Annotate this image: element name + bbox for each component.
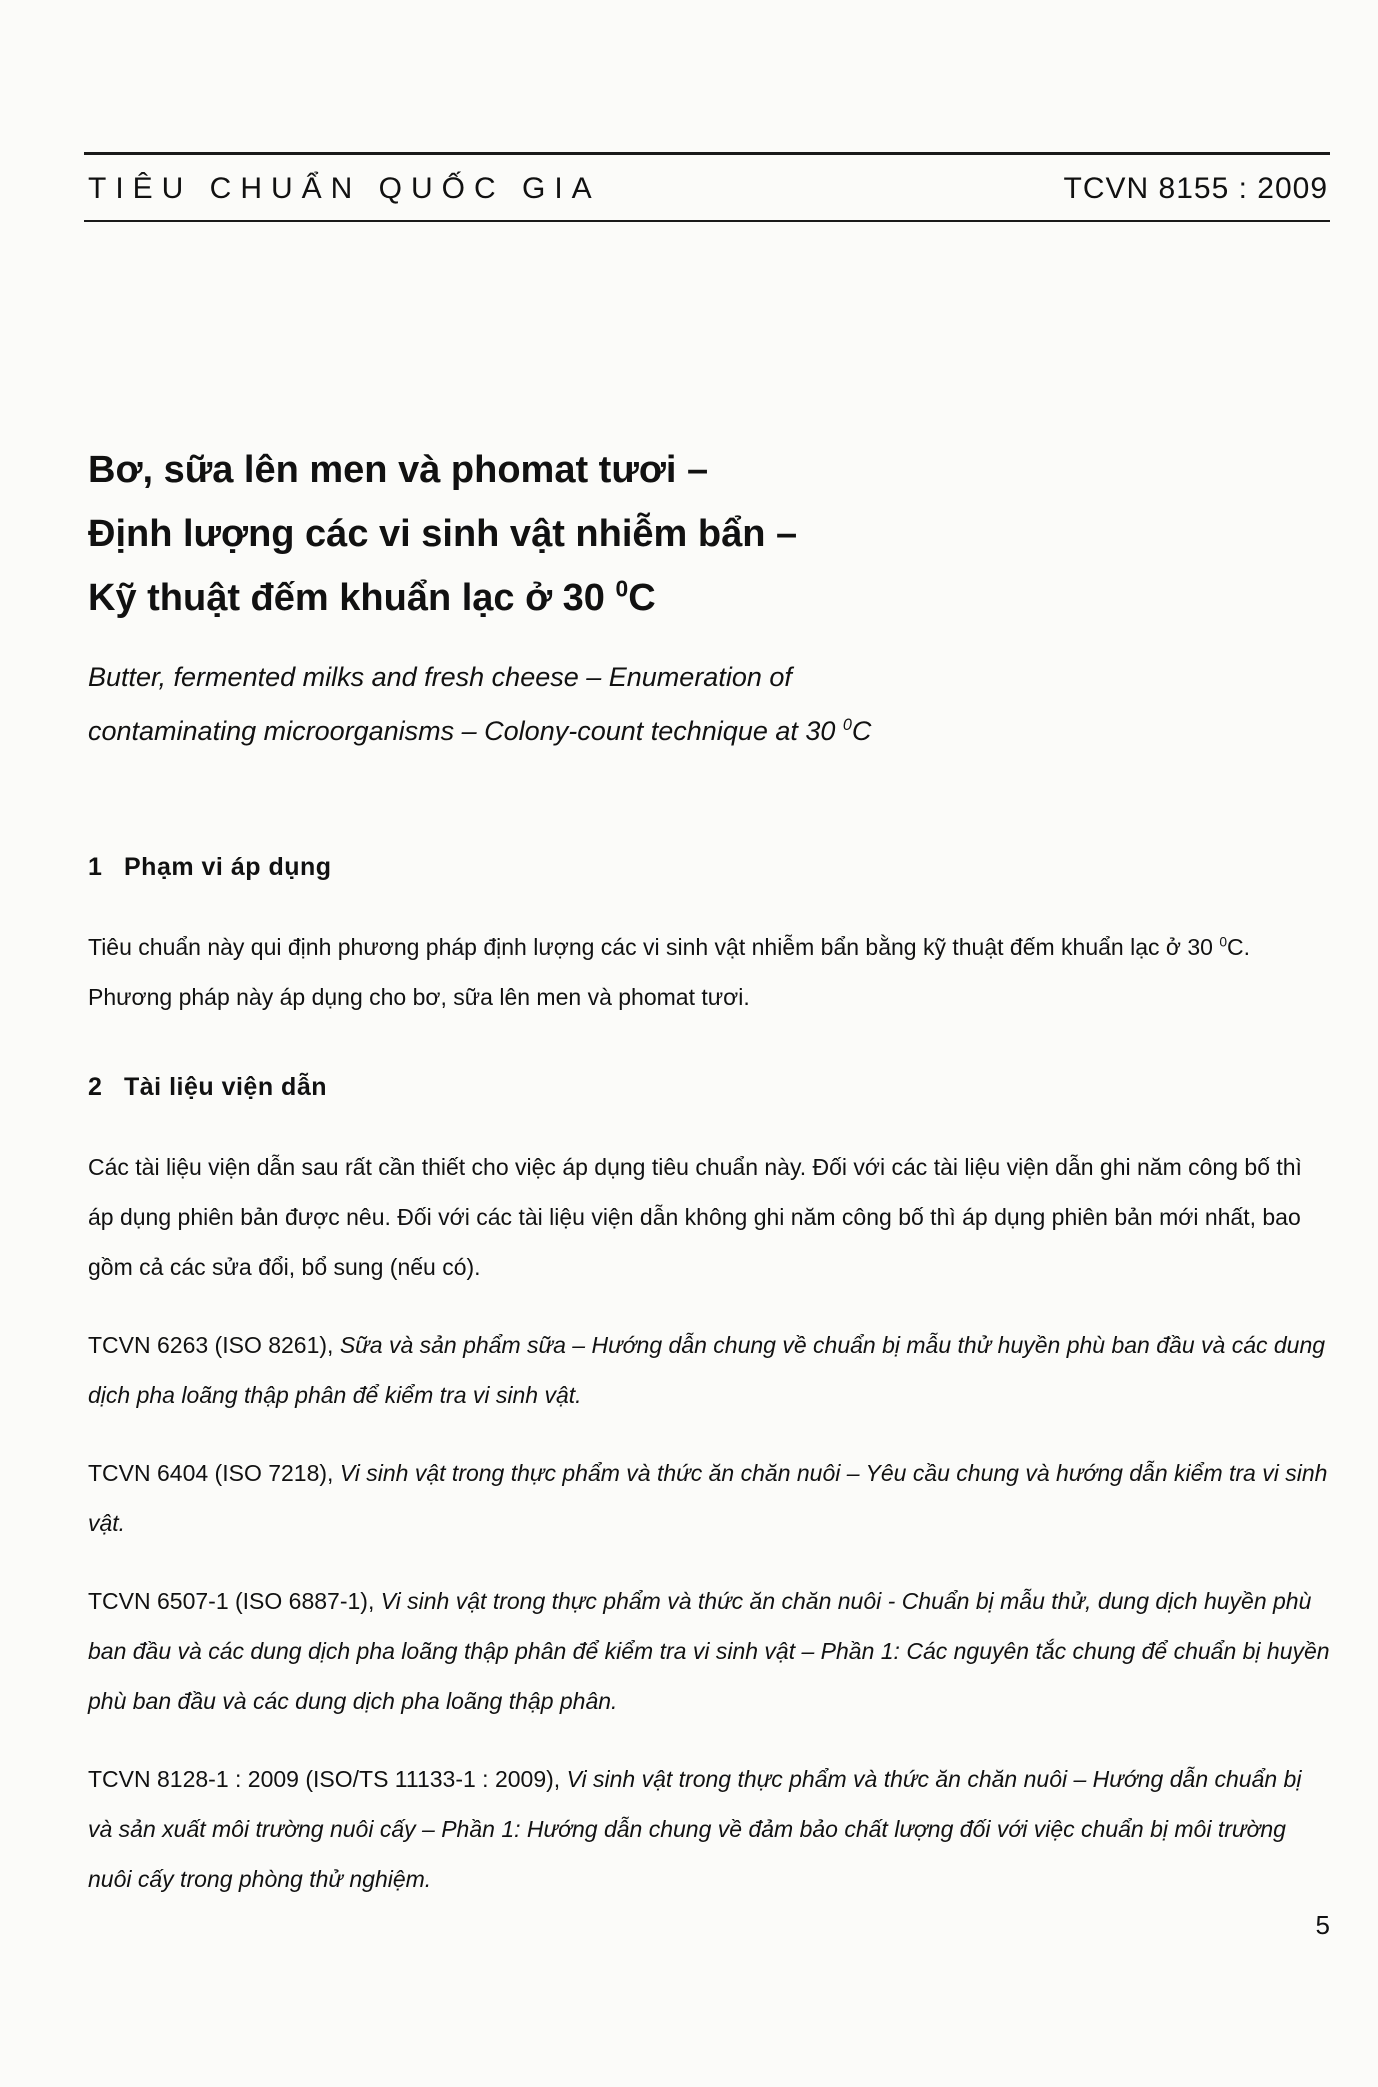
document-body (88, 842, 1332, 1932)
section-2-intro: Các tài liệu viện dẫn sau rất cần thiết cho việc áp dụng tiêu chuẩn này. Đối với các tài liệu viện dẫn ghi năm công bố thì áp dụng phiên bản được nêu. Đối với các tài liệu viện dẫn không ghi năm công bố thì áp dụng phiên bản mới nhất, bao gồm cả các sửa đổi, bổ sung (nếu có). (88, 1154, 1302, 1280)
reference-item: TCVN 6263 (ISO 8261), Sữa và sản phẩm sữa – Hướng dẫn chung về chuẩn bị mẫu thử huyền phù ban đầu và các dung dịch pha loãng thập phân để kiểm tra vi sinh vật. (88, 1332, 1326, 1408)
section-2-heading: 2 Tài liệu viện dẫn (88, 1073, 327, 1101)
title-line-3: Kỹ thuật đếm khuẩn lạc ở 30 $^0$C (88, 575, 656, 619)
reference-item: TCVN 6507-1 (ISO 6887-1), Vi sinh vật trong thực phẩm và thức ăn chăn nuôi - Chuẩn bị mẫu thử, dung dịch huyền phù ban đầu và các dung dịch pha loãng thập phân để kiểm tra vi sinh vật – Phần 1: Các nguyên tắc chung để chuẩn bị huyền phù ban đầu và các dung dịch pha loãng thập phân. (88, 1588, 1330, 1714)
header-bottom-rule (84, 220, 1330, 222)
page-number: 5 (1315, 1910, 1330, 1940)
section-1-heading: 1 Phạm vi áp dụng (88, 853, 332, 881)
document-title (88, 440, 1328, 632)
subtitle-line-2: contaminating microorganisms – Colony-count technique at 30 $^0$C (88, 716, 872, 746)
english-title (88, 650, 1328, 758)
subtitle-line-1: Butter, fermented milks and fresh cheese – Enumeration of (88, 662, 792, 692)
header-top-rule (84, 152, 1330, 155)
header-standard-label: TIÊU CHUẨN QUỐC GIA (88, 172, 601, 205)
section-1-text: Tiêu chuẩn này qui định phương pháp định lượng các vi sinh vật nhiễm bẩn bằng kỹ thuật đếm khuẩn lạc ở 30 $^0$C. Phương pháp này áp dụng cho bơ, sữa lên men và phomat tươi. (88, 934, 1251, 1010)
title-line-2: Định lượng các vi sinh vật nhiễm bẩn – (88, 513, 798, 555)
reference-item: TCVN 8128-1 : 2009 (ISO/TS 11133-1 : 2009), Vi sinh vật trong thực phẩm và thức ăn chăn nuôi – Hướng dẫn chuẩn bị và sản xuất môi trường nuôi cấy – Phần 1: Hướng dẫn chung về đảm bảo chất lượng đối với việc chuẩn bị môi trường nuôi cấy trong phòng thử nghiệm. (88, 1766, 1302, 1892)
title-line-1: Bơ, sữa lên men và phomat tươi – (88, 449, 709, 491)
header-standard-number: TCVN 8155 : 2009 (1063, 172, 1328, 205)
reference-item: TCVN 6404 (ISO 7218), Vi sinh vật trong thực phẩm và thức ăn chăn nuôi – Yêu cầu chung và hướng dẫn kiểm tra vi sinh vật. (88, 1460, 1328, 1536)
